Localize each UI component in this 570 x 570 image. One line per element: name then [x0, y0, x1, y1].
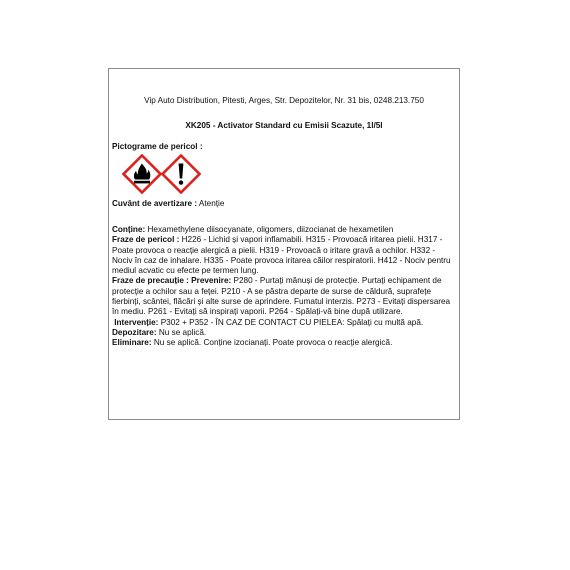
signal-word-label: Cuvânt de avertizare : — [112, 199, 198, 208]
flame-hazard-icon — [122, 154, 162, 194]
product-label — [108, 68, 460, 420]
contents-label: Conține: — [112, 225, 146, 234]
precaution-text: P280 - Purtați mănuși de protecție. Purtați echipament de protecție a ochilor sau a feței. P210 - A se păstra departe de surse de căldură, suprafețe fierbinți, scântei, flăcări și alte surse de aprindere. Fumatul interzis. P273 - Evitați dispersarea în mediu. P261 - Evitați să inspirați vaporii. P264 - Spălați-vă bine după utilizare. — [112, 276, 451, 317]
signal-word — [112, 199, 224, 208]
contents-section — [112, 225, 454, 235]
label-body — [112, 225, 454, 349]
supplier-info: Vip Auto Distribution, Pitesti, Arges, Str. Depozitelor, Nr. 31 bis, 0248.213.750 — [144, 96, 424, 105]
disposal-section — [112, 338, 454, 348]
storage-label: Depozitare: — [112, 327, 157, 337]
disposal-text: Nu se aplică. Conține izocianați. Poate provoca o reacție alergică. — [153, 338, 393, 348]
storage-text: Nu se aplică. — [158, 327, 207, 337]
response-text: P302 + P352 - ÎN CAZ DE CONTACT CU PIELEA: Spălați cu multă apă. — [160, 317, 424, 327]
hazard-section — [112, 235, 454, 276]
precaution-label: Fraze de precauție : Prevenire: — [112, 276, 232, 286]
product-title: XK205 - Activator Standard cu Emisii Scazute, 1l/5l — [185, 121, 383, 130]
hazard-label: Fraze de pericol : — [112, 235, 180, 245]
disposal-label: Eliminare: — [112, 338, 152, 348]
exclamation-hazard-icon — [161, 154, 201, 194]
precaution-section — [112, 276, 454, 317]
hazard-text: H226 - Lichid și vapori inflamabili. H315 - Provoacă iritarea pielii. H317 - Poate provoca o reacție alergică a pielii. H319 - Provoacă o iritare gravă a ochilor. H332 - Nociv în caz de inhalare. H335 - Poate provoca iritarea căilor respiratorii. H412 - Nociv pentru mediul acvatic cu efecte pe termen lung. — [112, 235, 451, 276]
storage-section — [112, 328, 454, 338]
response-section — [112, 318, 454, 328]
signal-word-value: Atenție — [198, 199, 225, 208]
pictograms-heading: Pictograme de pericol : — [112, 142, 203, 151]
contents-text: Hexamethylene diisocyanate, oligomers, diizocianat de hexametilen — [147, 225, 394, 234]
response-label: Intervenție: — [114, 317, 159, 327]
